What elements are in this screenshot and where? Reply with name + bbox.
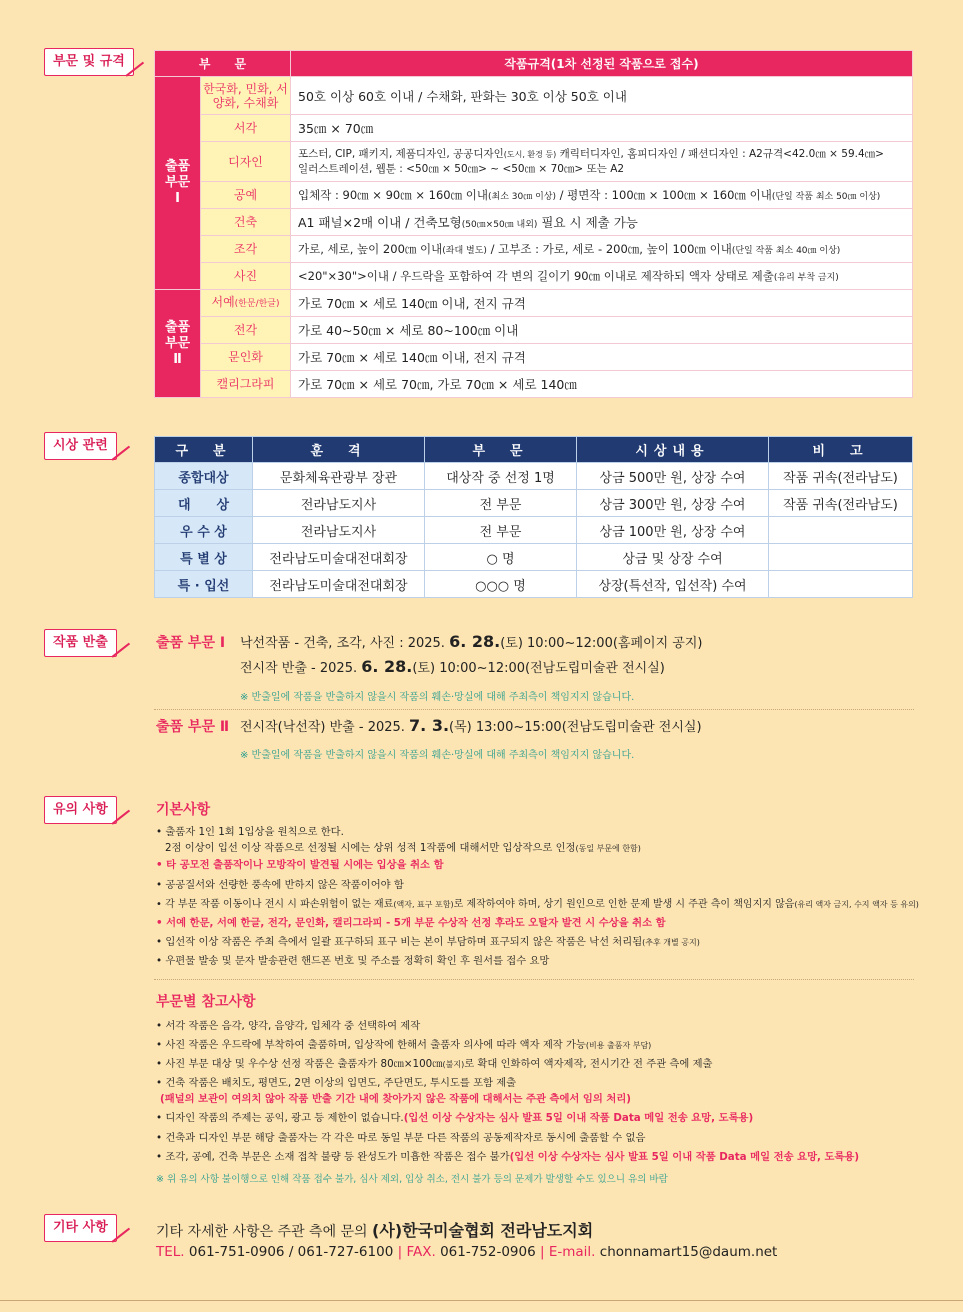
section-tag-notes: 유의 사항 — [44, 796, 117, 824]
spec-design: 포스터, CIP, 패키지, 제품디자인, 공공디자인(도시, 환경 등) 캐릭터디자인, 홈피디자인 / 패션디자인 : A2규격<42.0㎝ × 59.4㎝> 일러스트레이션, 웹툰 : <50㎝ × 50㎝> ~ <50㎝ × 70㎝> 또는 A2 — [291, 142, 913, 182]
table-row: 특 별 상 전라남도미술대전대회장 ○ 명 상금 및 상장 수여 — [155, 544, 913, 571]
spec-architecture: A1 패널×2매 이내 / 건축모형(50㎝×50㎝ 내외) 필요 시 제출 가능 — [291, 209, 913, 236]
list-item: 2점 이상이 입선 이상 작품으로 선정될 시에는 상위 성적 1작품에 대해서만 입상작으로 인정(동일 부문에 한함) — [165, 842, 641, 854]
notes-heading-division: 부문별 참고사항 — [156, 994, 256, 1010]
section-tag-spec: 부문 및 규격 — [44, 48, 134, 76]
list-item: • 건축 작품은 배치도, 평면도, 2면 이상의 입면도, 주단면도, 투시도를 포함 제출 — [156, 1077, 517, 1089]
spec-table — [154, 50, 913, 398]
list-item: (패널의 보관이 여의치 않아 작품 반출 기간 내에 찾아가지 않은 작품에 대해서는 주관 측에서 임의 처리) — [160, 1093, 632, 1105]
list-item: • 입선작 이상 작품은 주최 측에서 일괄 표구하되 표구 비는 본이 부담하며 표구되지 않은 작품은 낙선 처리됨(추후 개별 공지) — [156, 936, 700, 948]
spec-carving: 35㎝ × 70㎝ — [291, 115, 913, 142]
list-item: • 각 부문 작품 이동이나 전시 시 파손위험이 없는 재료(액자, 표구 포함)로 제작하여야 하며, 상기 원인으로 인한 문제 발생 시 주관 측이 책임지지 않음(유리 액자 금지, 수지 액자 등 유의) — [156, 899, 919, 910]
group-1: 출품 부문 Ⅰ — [155, 77, 201, 290]
cat-carving: 서각 — [201, 115, 291, 142]
return-group-2: 출품 부문 Ⅱ — [156, 719, 230, 735]
tel-number: 061-751-0906 / 061-727-6100 — [188, 1244, 394, 1260]
list-item: • 타 공모전 출품작이나 모방작이 발견될 시에는 입상을 취소 함 — [156, 859, 444, 871]
table-row: 특 · 입선 전라남도미술대전대회장 ○○○ 명 상장(특선작, 입선작) 수여 — [155, 571, 913, 598]
spec-painting: 50호 이상 60호 이내 / 수채화, 판화는 30호 이상 50호 이내 — [291, 77, 913, 115]
list-item: • 우편물 발송 및 문자 발송관련 핸드폰 번호 및 주소를 정확히 확인 후 원서를 접수 요망 — [156, 955, 550, 967]
cat-architecture: 건축 — [201, 209, 291, 236]
award-header: 부 문 — [425, 437, 577, 463]
award-header: 시상내용 — [577, 437, 769, 463]
return-line-3: 전시작(낙선작) 반출 - 2025. 7. 3.(목) 13:00~15:00(전남도립미술관 전시실) — [240, 716, 702, 735]
return-group-1: 출품 부문 Ⅰ — [156, 635, 226, 651]
return-line-1: 낙선작품 - 건축, 조각, 사진 : 2025. 6. 28.(토) 10:00~12:00(홈페이지 공지) — [240, 632, 703, 651]
award-table — [154, 436, 913, 598]
spec-sculpture: 가로, 세로, 높이 200㎝ 이내(좌대 별도) / 고부조 : 가로, 세로 - 200㎝, 높이 100㎝ 이내(단일 작품 최소 40㎝ 이상) — [291, 236, 913, 263]
contact-info: TEL. 061-751-0906 / 061-727-6100 | FAX. 061-752-0906 | E-mail. chonnamart15@daum.net — [156, 1244, 778, 1260]
list-item: • 건축과 디자인 부문 해당 출품자는 각 각은 따로 동일 부문 다른 작품의 공동제작자로 동시에 출품할 수 없음 — [156, 1132, 646, 1144]
cat-calligraphy: 서예(한문/한글) — [201, 290, 291, 317]
cat-seal: 전각 — [201, 317, 291, 344]
section-tag-return: 작품 반출 — [44, 629, 117, 657]
notes-warning: ※ 위 유의 사항 불이행으로 인해 작품 접수 불가, 심사 제외, 입상 취소, 전시 불가 등의 문제가 발생할 수도 있으니 유의 바람 — [156, 1174, 668, 1185]
org-name: (사)한국미술협회 전라남도지회 — [372, 1221, 594, 1240]
group-2: 출품 부문 Ⅱ — [155, 290, 201, 398]
list-item: • 서각 작품은 음각, 양각, 음양각, 입체각 중 선택하여 제작 — [156, 1020, 421, 1032]
spec-calligraphy: 가로 70㎝ × 세로 140㎝ 이내, 전지 규격 — [291, 290, 913, 317]
spec-seal: 가로 40~50㎝ × 세로 80~100㎝ 이내 — [291, 317, 913, 344]
spec-literati: 가로 70㎝ × 세로 140㎝ 이내, 전지 규격 — [291, 344, 913, 371]
header-division: 부 문 — [155, 51, 291, 77]
cat-painting: 한국화, 민화, 서양화, 수채화 — [201, 77, 291, 115]
section-tag-etc: 기타 사항 — [44, 1214, 117, 1242]
list-item: • 조각, 공예, 건축 부문은 소재 접착 불량 등 완성도가 미흡한 작품은 접수 불가(입선 이상 수상자는 심사 발표 5일 이내 작품 Data 메일 전송 요망, 도록용) — [156, 1151, 860, 1163]
email-address[interactable]: chonnamart15@daum.net — [599, 1244, 778, 1260]
cat-craft: 공예 — [201, 182, 291, 209]
list-item: • 출품자 1인 1회 1입상을 원칙으로 한다. — [156, 826, 344, 838]
return-note-1: ※ 반출일에 작품을 반출하지 않을시 작품의 훼손·망실에 대해 주최측이 책임지지 않습니다. — [240, 692, 635, 703]
award-header: 훈 격 — [253, 437, 425, 463]
cat-photo: 사진 — [201, 263, 291, 290]
cat-lettering: 캘리그라피 — [201, 371, 291, 398]
notes-heading-basic: 기본사항 — [156, 802, 211, 818]
fax-number: 061-752-0906 — [440, 1244, 536, 1260]
list-item: • 사진 작품은 우드락에 부착하여 출품하며, 입상작에 한해서 출품자 의사에 따라 액자 제작 가능(비용 출품자 부담) — [156, 1039, 652, 1051]
cat-sculpture: 조각 — [201, 236, 291, 263]
header-spec: 작품규격(1차 선정된 작품으로 접수) — [291, 51, 913, 77]
return-note-2: ※ 반출일에 작품을 반출하지 않을시 작품의 훼손·망실에 대해 주최측이 책임지지 않습니다. — [240, 750, 635, 761]
section-tag-award: 시상 관련 — [44, 432, 117, 460]
award-header: 비 고 — [769, 437, 913, 463]
table-row: 대 상 전라남도지사 전 부문 상금 300만 원, 상장 수여 작품 귀속(전라남도) — [155, 490, 913, 517]
spec-lettering: 가로 70㎝ × 세로 70㎝, 가로 70㎝ × 세로 140㎝ — [291, 371, 913, 398]
list-item: • 공공질서와 선량한 풍속에 반하지 않은 작품이어야 함 — [156, 879, 404, 891]
contact-line: 기타 자세한 사항은 주관 측에 문의 (사)한국미술협회 전라남도지회 — [156, 1221, 594, 1240]
return-line-2: 전시작 반출 - 2025. 6. 28.(토) 10:00~12:00(전남도립미술관 전시실) — [240, 657, 665, 676]
table-row: 우 수 상 전라남도지사 전 부문 상금 100만 원, 상장 수여 — [155, 517, 913, 544]
list-item: • 서예 한문, 서예 한글, 전각, 문인화, 캘리그라피 - 5개 부문 수상작 선정 후라도 오탈자 발견 시 수상을 취소 함 — [156, 917, 666, 929]
table-row: 종합대상 문화체육관광부 장관 대상작 중 선정 1명 상금 500만 원, 상장 수여 작품 귀속(전라남도) — [155, 463, 913, 490]
cat-design: 디자인 — [201, 142, 291, 182]
list-item: • 디자인 작품의 주제는 공익, 광고 등 제한이 없습니다.(입선 이상 수상자는 심사 발표 5일 이내 작품 Data 메일 전송 요망, 도록용) — [156, 1112, 754, 1124]
spec-craft: 입체작 : 90㎝ × 90㎝ × 160㎝ 이내(최소 30㎝ 이상) / 평면작 : 100㎝ × 100㎝ × 160㎝ 이내(단일 작품 최소 50㎝ 이상) — [291, 182, 913, 209]
spec-photo: <20"×30">이내 / 우드락을 포함하여 각 변의 길이기 90㎝ 이내로 제작하되 액자 상태로 제출(유리 부착 금지) — [291, 263, 913, 290]
award-header: 구 분 — [155, 437, 253, 463]
cat-literati: 문인화 — [201, 344, 291, 371]
list-item: • 사진 부문 대상 및 우수상 선정 작품은 출품자가 80㎝×100㎝(불지)로 확대 인화하여 액자제작, 전시기간 전 주관 측에 제출 — [156, 1058, 713, 1070]
